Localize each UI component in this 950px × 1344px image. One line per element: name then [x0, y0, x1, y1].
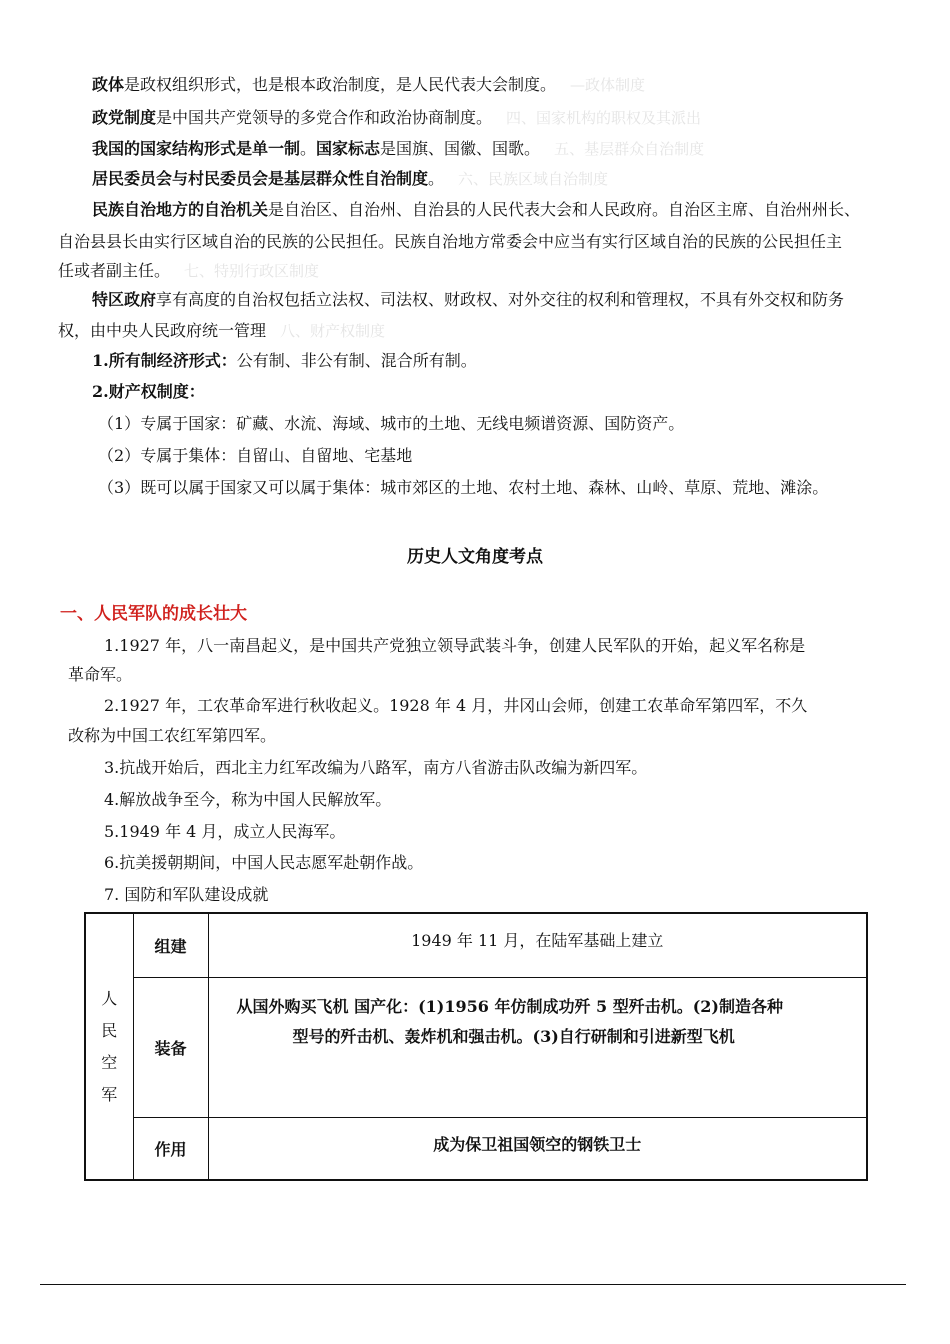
- list-number: （2）: [98, 446, 141, 465]
- text: 是政权组织形式，也是根本政治制度，是人民代表大会制度。: [124, 75, 557, 94]
- side-char: 民: [101, 1020, 118, 1040]
- term: 我国的国家结构形式是单一制: [92, 139, 301, 158]
- faded-outline-text: 六、民族区域自治制度: [458, 170, 609, 188]
- term: 国家标志: [316, 139, 381, 158]
- row-label: 作用: [133, 1117, 208, 1180]
- text: 。: [300, 139, 317, 158]
- side-char: 人: [101, 988, 118, 1008]
- history-item-6: 6.抗美援朝期间，中国人民志愿军赴朝作战。: [104, 853, 424, 872]
- history-item-5: 5.1949 年 4 月，成立人民海军。: [104, 822, 346, 841]
- side-label-air-force: [85, 913, 133, 1180]
- paragraph-sar-line1: [92, 290, 844, 310]
- history-item-1-line2: 革命军。: [68, 665, 133, 684]
- paragraph-grassroots: [92, 169, 608, 189]
- text: 享有高度的自治权包括立法权、司法权、财政权、对外交往的权利和管理权，不具有外交权和防务: [156, 290, 845, 309]
- text: 权，由中央人民政府统一管理: [58, 321, 267, 340]
- property-rights-heading: 2.财产权制度：: [92, 382, 205, 401]
- text: 任或者副主任。: [58, 261, 171, 280]
- text: 。: [428, 169, 445, 188]
- row-content: 1949 年 11 月，在陆军基础上建立: [208, 913, 867, 977]
- faded-outline-text: 七、特别行政区制度: [184, 262, 320, 280]
- ownership-forms: [92, 351, 477, 371]
- term: 特区政府: [92, 290, 157, 309]
- history-item-1-line1: 1.1927 年，八一南昌起义，是中国共产党独立领导武装斗争，创建人民军队的开始，起义军名称是: [104, 636, 806, 655]
- table-row: [85, 977, 867, 1117]
- row-label: 装备: [133, 977, 208, 1117]
- side-char: 空: [101, 1052, 118, 1072]
- text: 是自治区、自治州、自治县的人民代表大会和人民政府。自治区主席、自治州州长、: [268, 200, 861, 219]
- footer-divider: [40, 1284, 906, 1285]
- table-row: [85, 913, 867, 977]
- list-text: 既可以属于国家又可以属于集体：城市郊区的土地、农村土地、森林、山岭、草原、荒地、滩涂。: [140, 478, 829, 497]
- faded-outline-text: 八、财产权制度: [280, 322, 386, 340]
- content-line: 型号的歼击机、轰炸机和强击机。(3)自行研制和引进新型飞机: [292, 1026, 735, 1046]
- row-label: 组建: [133, 913, 208, 977]
- history-item-2-line2: 改称为中国工农红军第四军。: [68, 726, 277, 745]
- air-force-table: [84, 912, 868, 1181]
- paragraph-sar-line2: [58, 321, 385, 341]
- subsection-heading: 一、人民军队的成长壮大: [60, 604, 247, 624]
- paragraph-autonomy-line3: [58, 261, 319, 281]
- term: 1.所有制经济形式：: [92, 351, 237, 370]
- paragraph-autonomy-line2: [58, 232, 842, 252]
- faded-outline-text: 五、基层群众自治制度: [554, 140, 705, 158]
- faded-outline-text: —政体制度: [570, 76, 646, 94]
- history-item-4: 4.解放战争至今，称为中国人民解放军。: [104, 790, 392, 809]
- paragraph-zhengti: [92, 75, 645, 95]
- list-item: [98, 414, 684, 434]
- text: 是国旗、国徽、国歌。: [380, 139, 541, 158]
- history-item-2-line1: 2.1927 年，工农革命军进行秋收起义。1928 年 4 月，井冈山会师，创建工农革命军第四军，不久: [104, 696, 808, 715]
- term: 政体: [92, 75, 125, 94]
- paragraph-autonomy-line1: [92, 200, 860, 220]
- list-number: （3）: [98, 478, 141, 497]
- paragraph-party-system: [92, 108, 701, 128]
- term: 居民委员会与村民委员会是基层群众性自治制度: [92, 169, 429, 188]
- term: 政党制度: [92, 108, 157, 127]
- text: 公有制、非公有制、混合所有制。: [236, 351, 477, 370]
- list-number: （1）: [98, 414, 141, 433]
- row-content: [208, 977, 867, 1117]
- term: 民族自治地方的自治机关: [92, 200, 269, 219]
- table-row: [85, 1117, 867, 1180]
- text: 自治县县长由实行区域自治的民族的公民担任。民族自治地方常委会中应当有实行区域自治的民族的公民担任主: [58, 232, 843, 251]
- faded-outline-text: 四、国家机构的职权及其派出: [506, 109, 702, 127]
- list-text: 专属于国家：矿藏、水流、海域、城市的土地、无线电频谱资源、国防资产。: [140, 414, 685, 433]
- side-char: 军: [101, 1084, 118, 1104]
- list-text: 专属于集体：自留山、自留地、宅基地: [140, 446, 413, 465]
- text: 是中国共产党领导的多党合作和政治协商制度。: [156, 108, 493, 127]
- list-item: [98, 478, 828, 498]
- paragraph-state-structure: [92, 139, 704, 159]
- history-item-3: 3.抗战开始后，西北主力红军改编为八路军，南方八省游击队改编为新四军。: [104, 758, 648, 777]
- row-content: 成为保卫祖国领空的钢铁卫士: [208, 1117, 867, 1180]
- list-item: [98, 446, 412, 466]
- content-line: 从国外购买飞机 国产化：(1)1956 年仿制成功歼 5 型歼击机。(2)制造各种: [236, 996, 783, 1016]
- section-title: 历史人文角度考点: [407, 547, 543, 567]
- history-item-7: 7. 国防和军队建设成就: [104, 885, 269, 904]
